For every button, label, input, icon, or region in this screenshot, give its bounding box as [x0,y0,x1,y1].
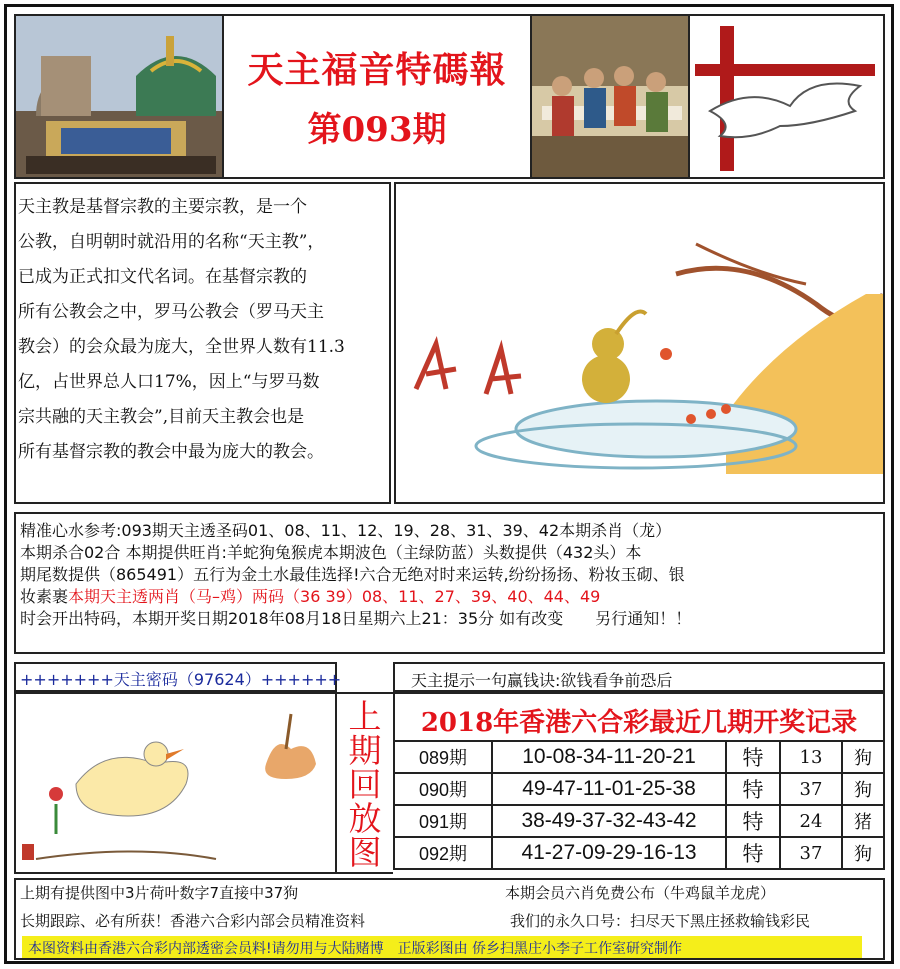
footer-banner [22,936,862,958]
intro-line: 所有公教会之中，罗马公教会（罗马天主 [18,302,324,322]
info-line-2: 本期杀合02合 本期提供旺肖:羊蛇狗兔猴虎本期波色（主绿防蓝）头数提供（432头）本 [20,543,642,562]
intro-line: 已成为正式扣文代名词。在基督宗教的 [18,267,307,287]
footer-left-2: 长期跟踪、必有所获！香港六合彩内部会员精准资料 [20,912,366,930]
info-line-4-prefix: 妆素裹 [20,587,69,606]
table-row [394,773,884,805]
footer-banner-text: 本图资料由香港六合彩内部透密会员料!请勿用与大陆赌博 正版彩图由 侨乡扫黑庄小李子工作室研究制作 [28,941,683,957]
replay-char: 图 [348,833,382,872]
special-number-cell: 37 [780,773,842,805]
table-row [394,741,884,773]
numbers-cell: 49-47-11-01-25-38 [492,773,726,805]
zodiac-cell: 狗 [842,741,884,773]
zodiac-cell: 狗 [842,773,884,805]
secret-code-label: +++++++天主密码（97624）++++++ [20,670,342,689]
last-supper-photo [530,14,690,179]
intro-line: 亿，占世界总人口17%，因上“与罗马数 [18,372,320,392]
replay-label-box [337,692,393,874]
replay-char: 回 [348,765,382,804]
church-photo [14,14,224,179]
info-line-3: 期尾数提供（865491）五行为金土水最佳选择!六合无绝对时来运转,纷纷扬扬、粉妆玉砌、银 [20,565,685,584]
period-cell: 092期 [394,837,492,869]
zodiac-cell: 狗 [842,837,884,869]
duck-illustration [14,692,337,874]
hint-text: 天主提示一句赢钱诀:欲钱看争前恐后 [411,671,673,690]
replay-char: 期 [348,731,382,770]
numbers-cell: 41-27-09-29-16-13 [492,837,726,869]
intro-line: 公教，自明朝时就沿用的名称“天主教”， [18,232,325,252]
info-red-highlight: 本期天主透两肖（马–鸡）两码（36 39）08、11、27、39、40、44、49 [68,587,601,606]
special-number-cell: 37 [780,837,842,869]
zodiac-cell: 猪 [842,805,884,837]
footer-left-1: 上期有提供图中3片荷叶数字7直接中37狗 [20,884,299,902]
secret-code-box [14,662,342,692]
info-line-5: 时会开出特码，本期开奖日期2018年08月18日星期六上21：35分 如有改变 另行通知！！ [20,609,692,628]
info-line-1: 精准心水参考:093期天主透圣码01、08、11、12、19、28、31、39、42本期杀肖（龙） [20,521,672,540]
table-row [394,837,884,869]
monkey-illustration [394,182,885,504]
special-label-cell: 特 [726,805,780,837]
intro-line: 教会）的会众最为庞大，全世界人数有11.3 [18,337,345,357]
special-label-cell: 特 [726,741,780,773]
newspaper-title: 天主福音特碼報 [247,49,507,91]
period-cell: 089期 [394,741,492,773]
results-title-box [393,692,885,742]
results-table [393,740,885,870]
numbers-cell: 38-49-37-32-43-42 [492,805,726,837]
intro-line: 所有基督宗教的教会中最为庞大的教会。 [18,442,324,462]
period-cell: 091期 [394,805,492,837]
footer-right-1: 本期会员六肖免费公布（牛鸡鼠羊龙虎） [505,884,776,902]
special-number-cell: 24 [780,805,842,837]
replay-char: 放 [348,799,382,838]
info-line-4 [20,586,882,608]
intro-line: 天主教是基督宗教的主要宗教，是一个 [18,197,307,217]
info-text [20,520,882,630]
title-box [224,14,530,179]
intro-paragraph [18,190,380,470]
special-label-cell: 特 [726,773,780,805]
results-title: 2018年香港六合彩最近几期开奖记录 [420,708,858,738]
replay-char: 上 [348,697,382,736]
hint-box [393,662,885,692]
special-label-cell: 特 [726,837,780,869]
intro-line: 宗共融的天主教会”,目前天主教会也是 [18,407,305,427]
special-number-cell: 13 [780,741,842,773]
issue-number: 第093期 [307,110,447,150]
period-cell: 090期 [394,773,492,805]
table-row [394,805,884,837]
replay-label [337,697,393,872]
footer-right-2: 我们的永久口号：扫尽天下黑庄拯救输钱彩民 [510,912,811,930]
numbers-cell: 10-08-34-11-20-21 [492,741,726,773]
cross-dove-image [690,14,885,179]
